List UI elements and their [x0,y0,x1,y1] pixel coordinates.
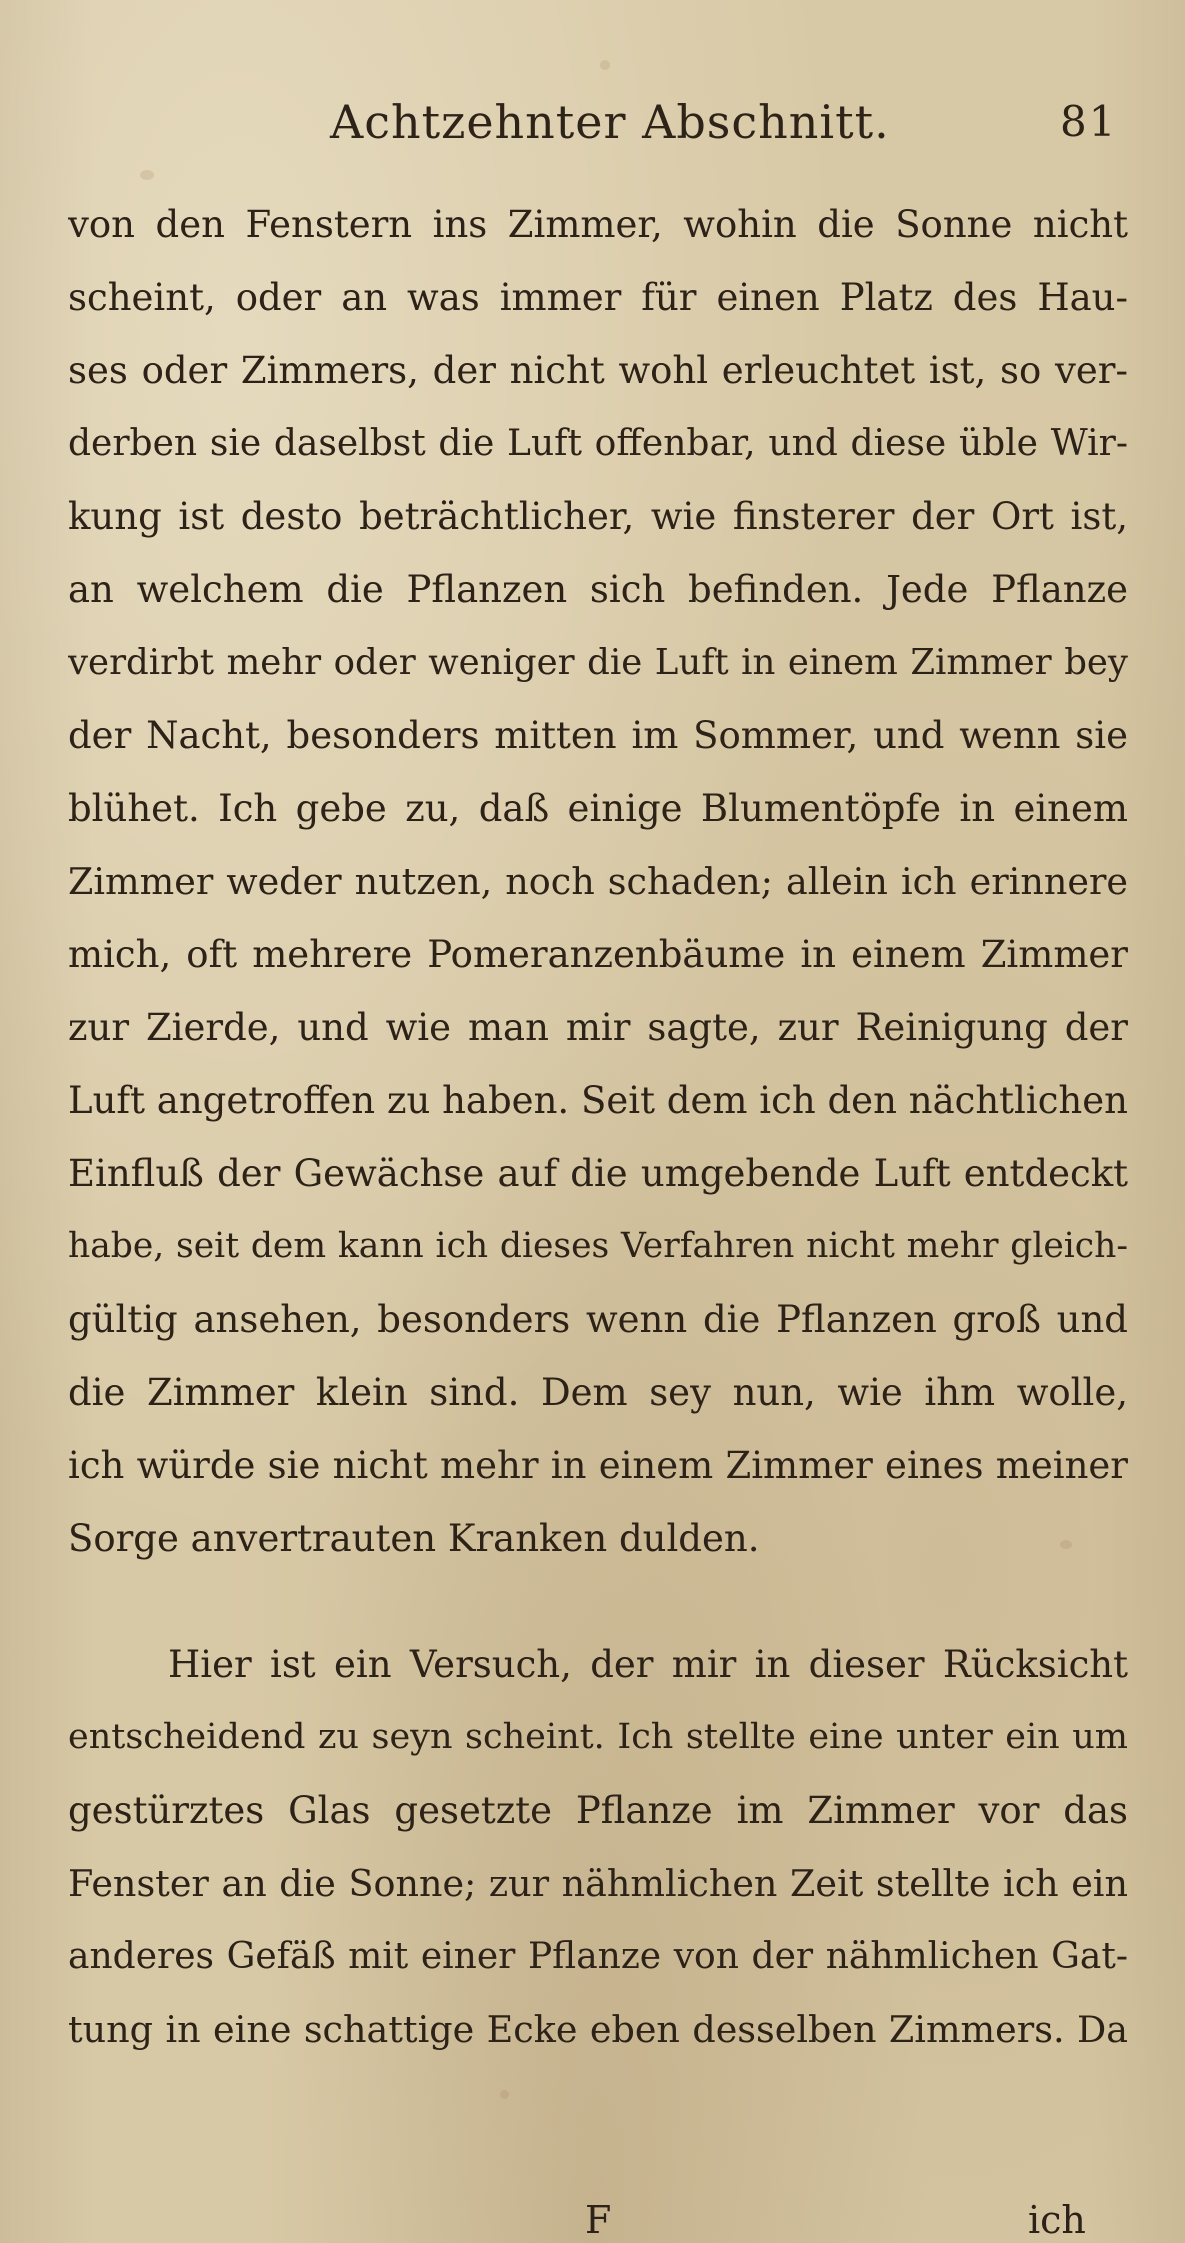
signature-mark: F [585,2198,612,2242]
text-line: ich würde sie nicht mehr in einem Zimmer eines meiner [68,1444,1128,1487]
text-line: zur Zierde, und wie man mir sagte, zur Reinigung der [68,1006,1128,1049]
text-line: Hier ist ein Versuch, der mir in dieser Rücksicht [168,1643,1128,1686]
text-line: von den Fenstern ins Zimmer, wohin die Sonne nicht [68,203,1128,246]
text-line: gültig ansehen, besonders wenn die Pflanzen groß und [68,1298,1128,1341]
text-line: derben sie daselbst die Luft offenbar, und diese üble Wir- [68,423,1128,464]
catchword: ich [1028,2198,1086,2242]
paper-stain [500,2090,509,2099]
text-line: habe, seit dem kann ich dieses Verfahren nicht mehr gleich- [68,1226,1128,1266]
text-line: Einfluß der Gewächse auf die umgebende Luft entdeckt [68,1152,1128,1195]
text-line: Zimmer weder nutzen, noch schaden; allein ich erinnere [68,860,1128,903]
text-line: verdirbt mehr oder weniger die Luft in einem Zimmer bey [68,642,1128,683]
text-line: kung ist desto beträchtlicher, wie finsterer der Ort ist, [68,495,1128,538]
running-title: Achtzehnter Abschnitt. [330,95,890,149]
paper-stain [600,60,610,70]
text-line: anderes Gefäß mit einer Pflanze von der nähmlichen Gat- [68,1936,1128,1977]
text-line: Sorge anvertrauten Kranken dulden. [68,1517,760,1560]
text-line: Fenster an die Sonne; zur nähmlichen Zeit stellte ich ein [68,1862,1128,1905]
text-line: entscheidend zu seyn scheint. Ich stellte eine unter ein um [68,1717,1128,1757]
text-line: an welchem die Pflanzen sich befinden. Jede Pflanze [68,568,1128,611]
text-line: mich, oft mehrere Pomeranzenbäume in einem Zimmer [68,933,1128,976]
text-line: tung in eine schattige Ecke eben desselben Zimmers. Da [68,2008,1128,2051]
paper-stain [140,170,154,180]
text-line: der Nacht, besonders mitten im Sommer, und wenn sie [68,714,1128,757]
text-line: blühet. Ich gebe zu, daß einige Blumentöpfe in einem [68,787,1128,830]
paragraph-1 [68,188,1128,1575]
text-line: die Zimmer klein sind. Dem sey nun, wie ihm wolle, [68,1371,1128,1414]
text-line: Luft angetroffen zu haben. Seit dem ich den nächtlichen [68,1079,1128,1122]
text-line: gestürztes Glas gesetzte Pflanze im Zimmer vor das [68,1789,1128,1832]
page-number: 81 [1060,97,1118,146]
text-line: scheint, oder an was immer für einen Platz des Hau- [68,276,1128,319]
text-line: ses oder Zimmers, der nicht wohl erleuchtet ist, so ver- [68,349,1128,392]
running-head [0,95,1185,155]
paragraph-2 [68,1628,1128,2066]
